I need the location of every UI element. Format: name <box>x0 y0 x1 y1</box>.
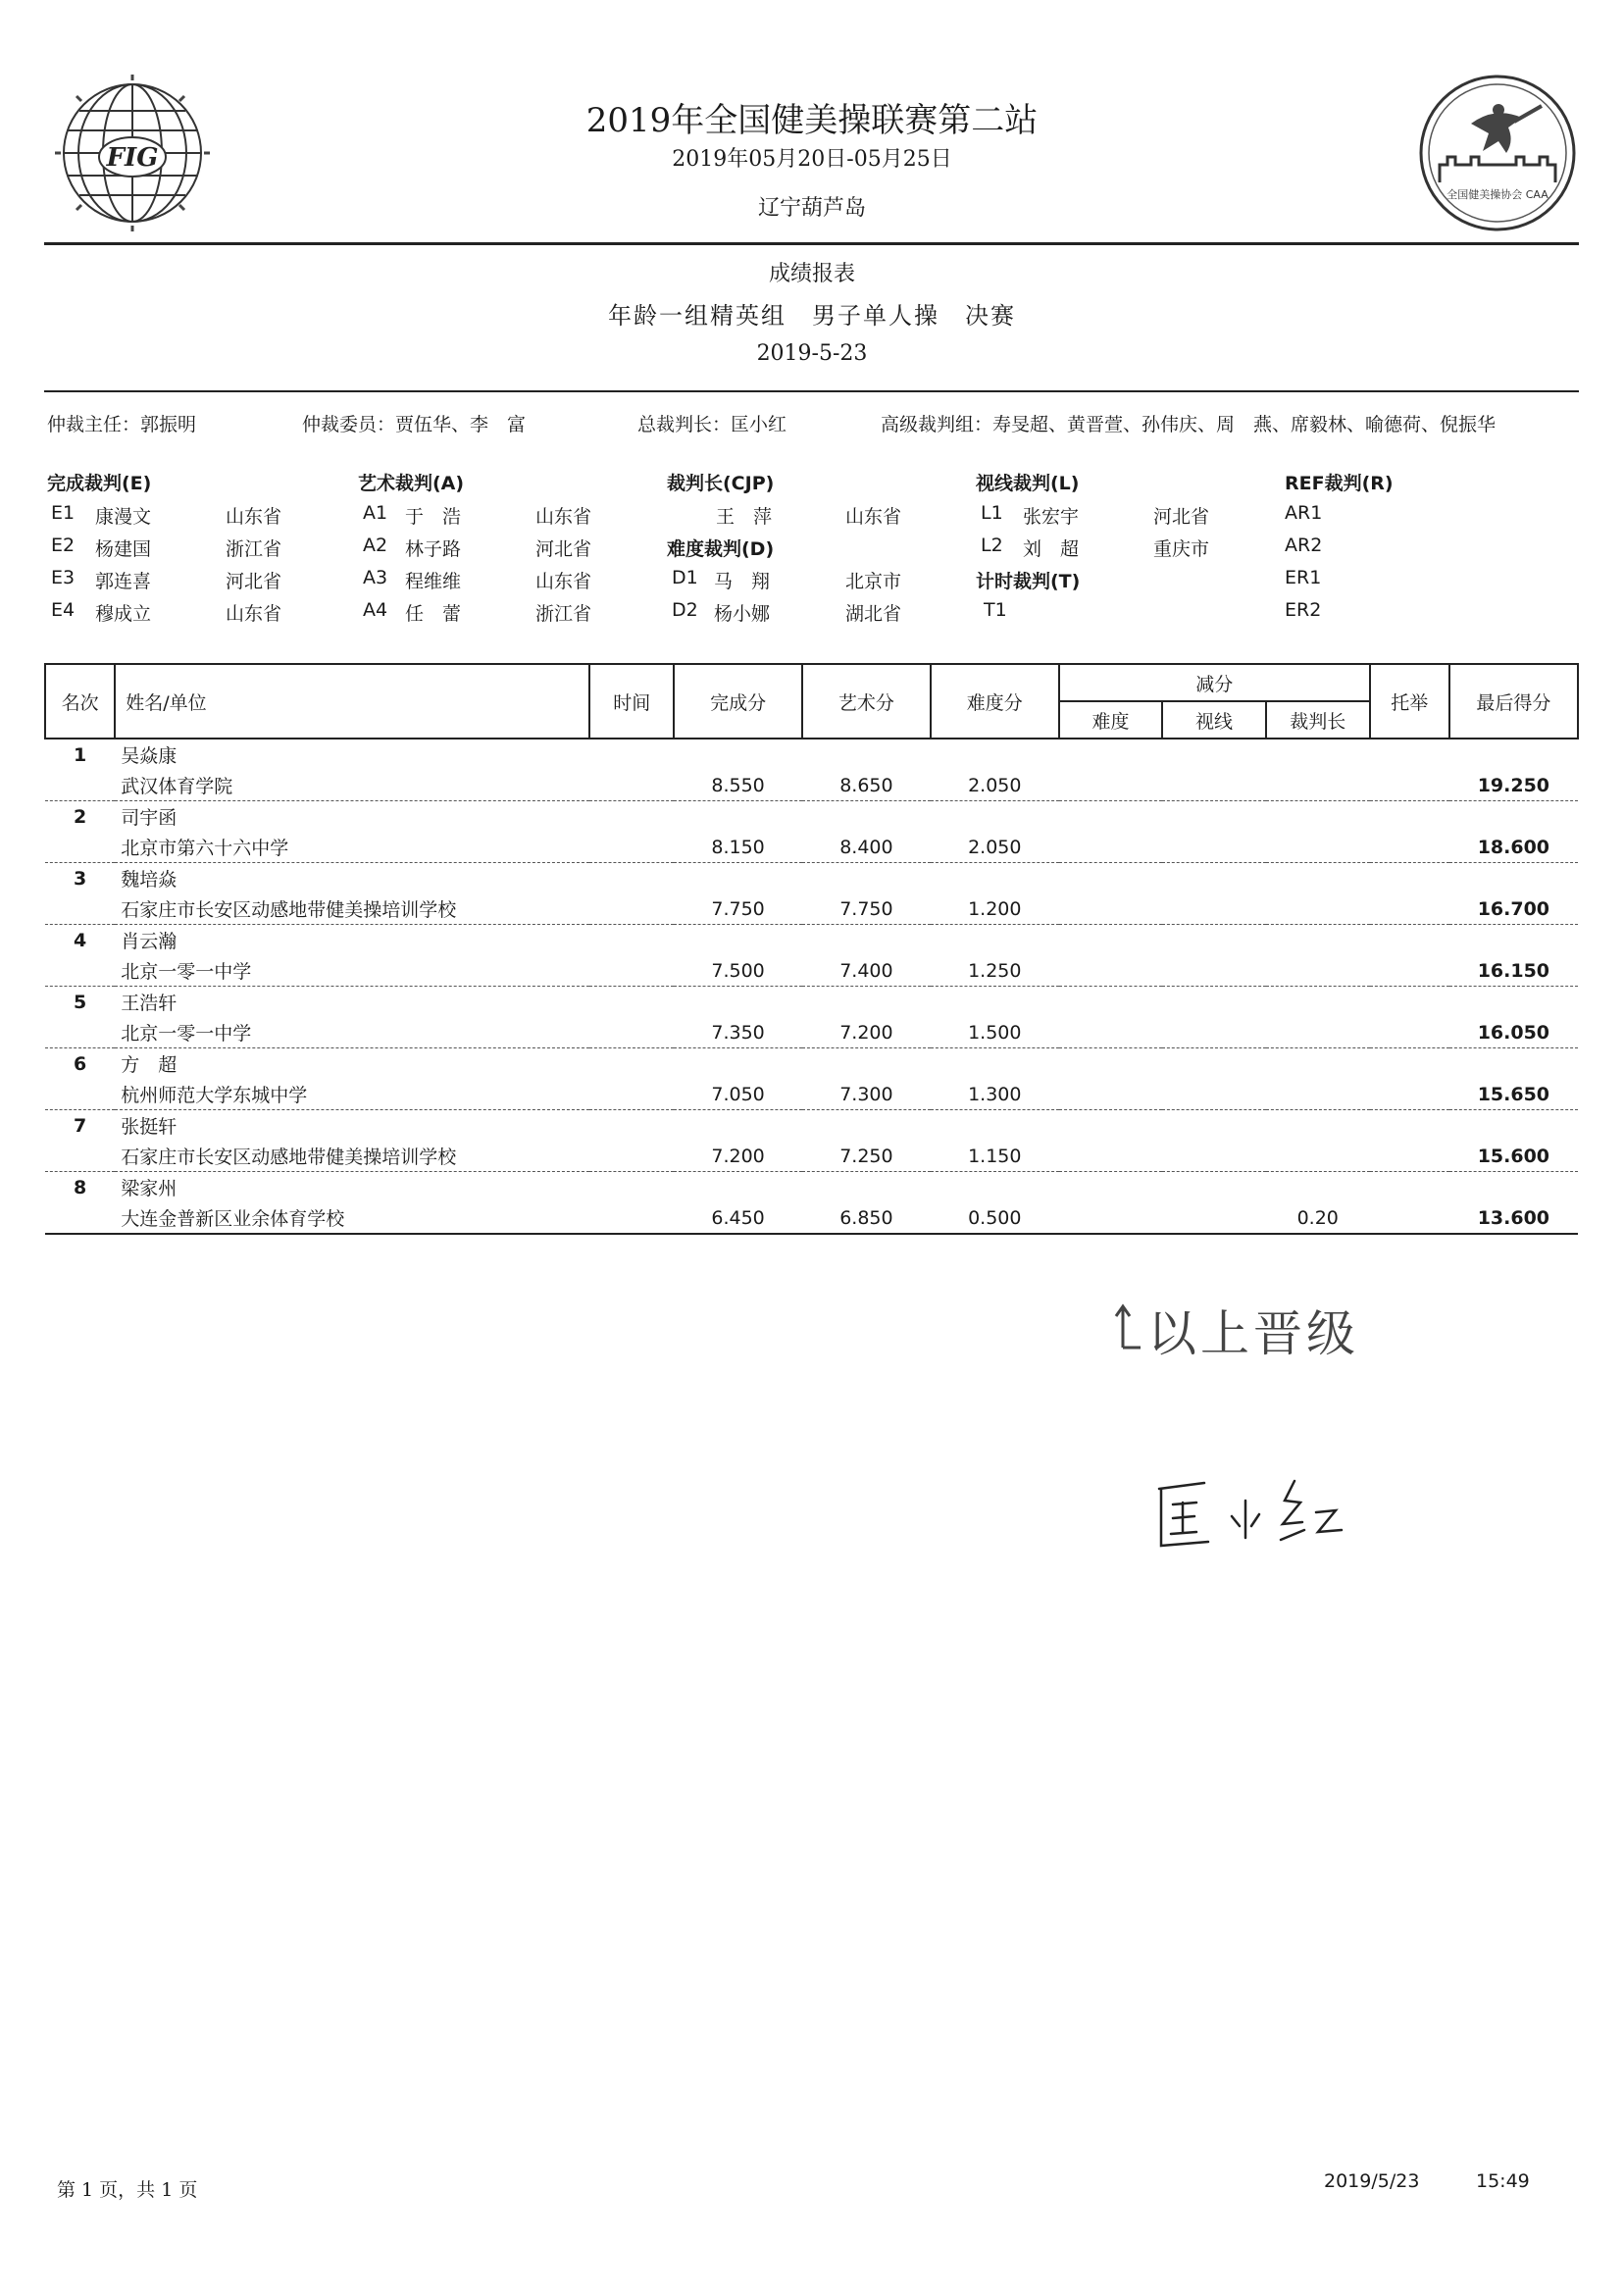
artistic-judges-header: 艺术裁判(A) <box>358 473 465 494</box>
col-ded-chief: 裁判长 <box>1266 701 1370 739</box>
table-row <box>45 1202 1578 1234</box>
chief-judge: 总裁判长：匡小红 <box>637 414 787 435</box>
athlete-name: 司宇函 <box>121 807 178 829</box>
difficulty-score: 2.050 <box>931 770 1059 801</box>
artistic-score: 7.750 <box>802 893 931 925</box>
final-score: 16.700 <box>1449 893 1578 925</box>
table-row <box>45 955 1578 987</box>
athlete-unit: 大连金普新区业余体育学校 <box>115 1202 589 1234</box>
judge-province: 山东省 <box>226 506 282 528</box>
athlete-name: 魏培焱 <box>121 869 178 891</box>
final-score: 18.600 <box>1449 832 1578 863</box>
difficulty-score: 0.500 <box>931 1202 1059 1234</box>
rank-cell: 5 <box>73 991 87 1013</box>
judge-province: 重庆市 <box>1153 538 1210 560</box>
line-judges-header: 视线裁判(L) <box>976 473 1080 494</box>
athlete-name: 吴焱康 <box>121 745 178 767</box>
table-row <box>45 801 1578 833</box>
rank-cell: 6 <box>73 1052 87 1075</box>
final-score: 13.600 <box>1449 1202 1578 1234</box>
table-row <box>45 1110 1578 1142</box>
athlete-name: 张挺轩 <box>121 1116 178 1138</box>
execution-judges-header: 完成裁判(E) <box>47 473 152 494</box>
artistic-score: 7.300 <box>802 1079 931 1110</box>
rank-cell: 8 <box>73 1176 87 1198</box>
event-title: 年龄一组精英组 男子单人操 决赛 <box>608 302 1016 330</box>
artistic-score: 7.200 <box>802 1017 931 1048</box>
difficulty-score: 2.050 <box>931 832 1059 863</box>
col-lift: 托举 <box>1370 664 1449 739</box>
athlete-unit: 武汉体育学院 <box>115 770 589 801</box>
final-score: 16.150 <box>1449 955 1578 987</box>
table-row <box>45 987 1578 1018</box>
ref-judge-code: ER1 <box>1285 567 1322 588</box>
fig-logo-text: FIG <box>106 143 159 173</box>
cjp-name: 王 萍 <box>716 506 773 528</box>
col-execution: 完成分 <box>674 664 802 739</box>
athlete-unit: 北京市第六十六中学 <box>115 832 589 863</box>
ded-difficulty <box>1059 1141 1163 1172</box>
lift-cell <box>1370 832 1449 863</box>
rank-cell: 7 <box>73 1114 87 1137</box>
time-judges-header: 计时裁判(T) <box>976 571 1081 592</box>
difficulty-judges-header: 难度裁判(D) <box>667 538 775 560</box>
col-final: 最后得分 <box>1449 664 1578 739</box>
judge-code: E2 <box>51 535 76 556</box>
difficulty-score: 1.200 <box>931 893 1059 925</box>
judge-code: A3 <box>363 567 388 588</box>
judge-code: L2 <box>981 535 1003 556</box>
athlete-unit: 北京一零一中学 <box>115 1017 589 1048</box>
ded-chief: 0.20 <box>1266 1202 1370 1234</box>
execution-score: 8.550 <box>674 770 802 801</box>
judge-code: A1 <box>363 502 388 524</box>
execution-score: 7.200 <box>674 1141 802 1172</box>
table-row <box>45 832 1578 863</box>
judge-name: 程维维 <box>405 571 462 592</box>
judge-code: A4 <box>363 599 388 621</box>
lift-cell <box>1370 893 1449 925</box>
lift-cell <box>1370 1202 1449 1234</box>
table-row <box>45 1017 1578 1048</box>
time-cell <box>589 893 674 925</box>
ded-line <box>1162 832 1266 863</box>
date-range: 2019年05月20日-05月25日 <box>672 147 952 172</box>
ref-judge-code: ER2 <box>1285 599 1322 621</box>
artistic-score: 7.250 <box>802 1141 931 1172</box>
execution-score: 7.750 <box>674 893 802 925</box>
senior-panel: 高级裁判组：寿旻超、黄晋萱、孙伟庆、周 燕、席毅林、喻德荷、倪振华 <box>881 414 1497 435</box>
report-title: 成绩报表 <box>768 262 855 286</box>
table-row <box>45 770 1578 801</box>
ded-line <box>1162 955 1266 987</box>
judge-code: E4 <box>51 599 76 621</box>
arbitration-members: 仲裁委员：贾伍华、李 富 <box>302 414 527 435</box>
execution-score: 6.450 <box>674 1202 802 1234</box>
judge-province: 湖北省 <box>845 603 902 625</box>
ref-judge-code: AR2 <box>1285 535 1323 556</box>
header-divider <box>44 242 1579 245</box>
ded-chief <box>1266 955 1370 987</box>
artistic-score: 8.400 <box>802 832 931 863</box>
lift-cell <box>1370 955 1449 987</box>
ded-chief <box>1266 1079 1370 1110</box>
ded-chief <box>1266 832 1370 863</box>
final-score: 15.650 <box>1449 1079 1578 1110</box>
judge-province: 浙江省 <box>226 538 282 560</box>
difficulty-score: 1.150 <box>931 1141 1059 1172</box>
final-score: 19.250 <box>1449 770 1578 801</box>
artistic-score: 6.850 <box>802 1202 931 1234</box>
cjp-province: 山东省 <box>845 506 902 528</box>
ded-chief <box>1266 1141 1370 1172</box>
col-ded-line: 视线 <box>1162 701 1266 739</box>
judge-name: 于 浩 <box>405 506 462 528</box>
judge-code: E1 <box>51 502 76 524</box>
judge-code: A2 <box>363 535 388 556</box>
judge-name: 任 蕾 <box>405 603 462 625</box>
results-table <box>44 663 1579 1235</box>
print-time: 15:49 <box>1476 2170 1530 2192</box>
rank-cell: 2 <box>73 805 87 828</box>
cjp-header: 裁判长(CJP) <box>667 473 775 494</box>
ded-difficulty <box>1059 832 1163 863</box>
athlete-unit: 石家庄市长安区动感地带健美操培训学校 <box>115 893 589 925</box>
time-cell <box>589 1079 674 1110</box>
table-row <box>45 893 1578 925</box>
judge-name: 康漫文 <box>95 506 152 528</box>
time-cell <box>589 1202 674 1234</box>
judge-name: 张宏宇 <box>1023 506 1080 528</box>
col-artistic: 艺术分 <box>802 664 931 739</box>
time-cell <box>589 770 674 801</box>
ded-difficulty <box>1059 1202 1163 1234</box>
ref-judge-code: AR1 <box>1285 502 1323 524</box>
page-number: 第 1 页，共 1 页 <box>57 2179 198 2201</box>
ded-line <box>1162 1141 1266 1172</box>
time-judge-code: T1 <box>984 599 1007 621</box>
judge-name: 郭连喜 <box>95 571 152 592</box>
signature <box>1147 1461 1363 1569</box>
ref-judges-header: REF裁判(R) <box>1285 473 1394 494</box>
ded-chief <box>1266 770 1370 801</box>
judge-province: 浙江省 <box>535 603 592 625</box>
execution-score: 8.150 <box>674 832 802 863</box>
ded-line <box>1162 770 1266 801</box>
judge-code: D2 <box>672 599 698 621</box>
final-score: 16.050 <box>1449 1017 1578 1048</box>
rank-cell: 4 <box>73 929 87 951</box>
judge-province: 河北省 <box>535 538 592 560</box>
judge-code: E3 <box>51 567 76 588</box>
col-rank: 名次 <box>45 664 115 739</box>
judge-name: 杨小娜 <box>714 603 771 625</box>
table-row <box>45 925 1578 956</box>
col-ded-difficulty: 难度 <box>1059 701 1163 739</box>
location: 辽宁葫芦岛 <box>757 196 866 221</box>
difficulty-score: 1.250 <box>931 955 1059 987</box>
table-row <box>45 739 1578 770</box>
ded-line <box>1162 1079 1266 1110</box>
judge-name: 刘 超 <box>1023 538 1080 560</box>
rank-cell: 3 <box>73 867 87 890</box>
up-arrow-icon <box>1113 1302 1142 1351</box>
ded-difficulty <box>1059 893 1163 925</box>
judge-name: 杨建国 <box>95 538 152 560</box>
ded-line <box>1162 893 1266 925</box>
col-name-unit: 姓名/单位 <box>115 664 589 739</box>
execution-score: 7.500 <box>674 955 802 987</box>
artistic-score: 8.650 <box>802 770 931 801</box>
table-row <box>45 1079 1578 1110</box>
judge-province: 山东省 <box>226 603 282 625</box>
col-deductions: 减分 <box>1059 664 1370 701</box>
ded-difficulty <box>1059 955 1163 987</box>
col-difficulty: 难度分 <box>931 664 1059 739</box>
difficulty-score: 1.500 <box>931 1017 1059 1048</box>
final-score: 15.600 <box>1449 1141 1578 1172</box>
judge-name: 马 翔 <box>714 571 771 592</box>
judge-province: 河北省 <box>1153 506 1210 528</box>
lift-cell <box>1370 1141 1449 1172</box>
ded-line <box>1162 1017 1266 1048</box>
judge-name: 穆成立 <box>95 603 152 625</box>
lift-cell <box>1370 1079 1449 1110</box>
judge-code: L1 <box>981 502 1003 524</box>
advance-note: 以上晋级 <box>1147 1305 1359 1362</box>
athlete-name: 肖云瀚 <box>121 931 178 952</box>
event-date: 2019-5-23 <box>756 341 868 366</box>
ded-line <box>1162 1202 1266 1234</box>
table-row <box>45 863 1578 894</box>
page-title: 2019年全国健美操联赛第二站 <box>585 101 1039 140</box>
execution-score: 7.350 <box>674 1017 802 1048</box>
caa-logo-text: 全国健美操协会 CAA <box>1446 188 1548 201</box>
col-time: 时间 <box>589 664 674 739</box>
print-date: 2019/5/23 <box>1324 2170 1420 2192</box>
judge-province: 北京市 <box>845 571 902 592</box>
section-divider <box>44 390 1579 392</box>
judge-province: 山东省 <box>535 506 592 528</box>
table-row <box>45 1172 1578 1203</box>
athlete-name: 王浩轩 <box>121 993 178 1014</box>
athlete-name: 梁家州 <box>121 1178 178 1199</box>
time-cell <box>589 1017 674 1048</box>
time-cell <box>589 1141 674 1172</box>
judge-province: 山东省 <box>535 571 592 592</box>
athlete-unit: 石家庄市长安区动感地带健美操培训学校 <box>115 1141 589 1172</box>
artistic-score: 7.400 <box>802 955 931 987</box>
ded-difficulty <box>1059 1017 1163 1048</box>
judge-province: 河北省 <box>226 571 282 592</box>
time-cell <box>589 955 674 987</box>
table-row <box>45 1141 1578 1172</box>
athlete-unit: 杭州师范大学东城中学 <box>115 1079 589 1110</box>
time-cell <box>589 832 674 863</box>
lift-cell <box>1370 770 1449 801</box>
table-row <box>45 1048 1578 1080</box>
ded-difficulty <box>1059 1079 1163 1110</box>
judge-code: D1 <box>672 567 698 588</box>
ded-chief <box>1266 893 1370 925</box>
ded-chief <box>1266 1017 1370 1048</box>
athlete-name: 方 超 <box>121 1054 178 1076</box>
difficulty-score: 1.300 <box>931 1079 1059 1110</box>
rank-cell: 1 <box>73 743 87 766</box>
arbitration-chief: 仲裁主任：郭振明 <box>47 414 197 435</box>
athlete-unit: 北京一零一中学 <box>115 955 589 987</box>
execution-score: 7.050 <box>674 1079 802 1110</box>
judge-name: 林子路 <box>405 538 462 560</box>
ded-difficulty <box>1059 770 1163 801</box>
lift-cell <box>1370 1017 1449 1048</box>
